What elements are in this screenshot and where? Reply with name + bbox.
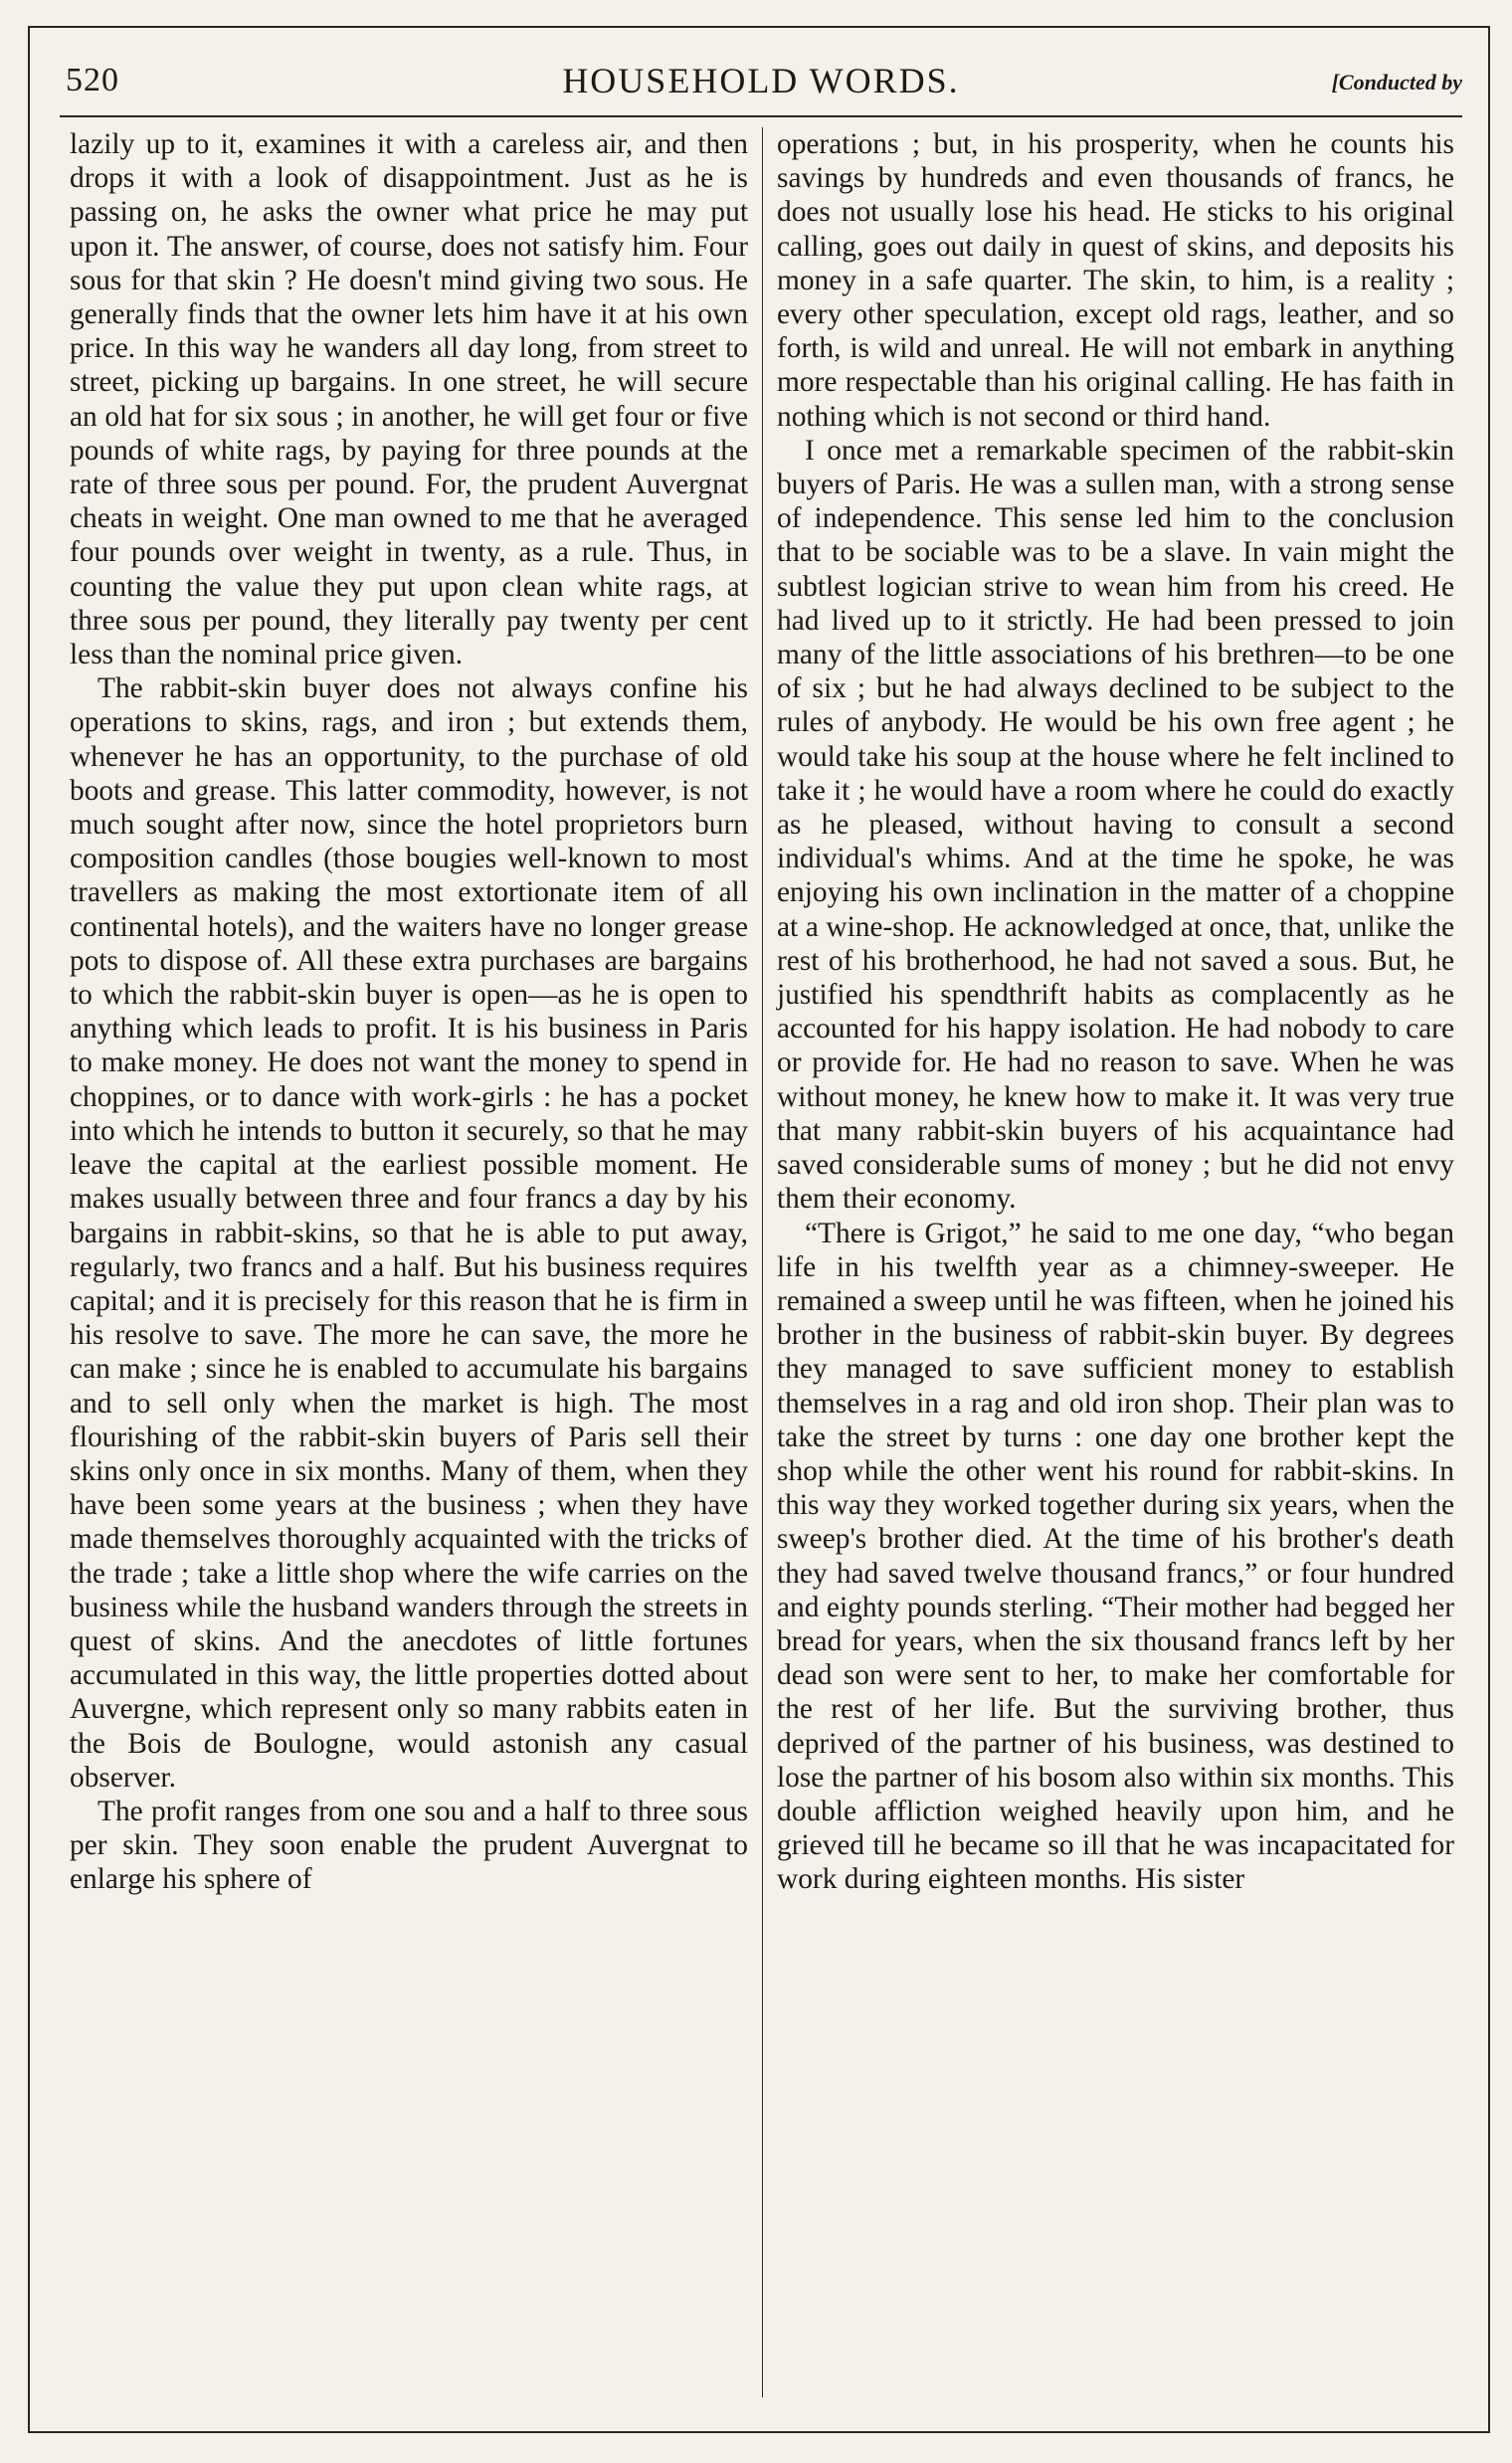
paragraph: The rabbit-skin buyer does not always confine his operations to skins, rags, and iron ; but extends them, whenever he has an opportunity, to the purchase of old boots and grease. This latter commodity, however, is not much sought after now, since the hotel proprietors burn composition candles (those bougies well-known to most travellers as making the most extortionate item of all continental hotels), and the waiters have no longer grease pots to dispose of. All these extra purchases are bargains to which the rabbit-skin buyer is open—as he is open to anything which leads to profit. It is his business in Paris to make money. He does not want the money to spend in choppines, or to dance with work-girls : he has a pocket into which he intends to button it securely, so that he may leave the capital at the earliest possible moment. He makes usually between three and four francs a day by his bargains in rabbit-skins, so that he is able to put away, regularly, two francs and a half. But his business requires capital; and it is precisely for this reason that he is firm in his resolve to save. The more he can save, the more he can make ; since he is enabled to accumulate his bargains and to sell only when the market is high. The most flourishing of the rabbit-skin buyers of Paris sell their skins only once in six months. Many of them, when they have been some years at the business ; when they have made themselves thoroughly acquainted with the tricks of the trade ; take a little shop where the wife carries on the business while the husband wanders through the streets in quest of skins. And the anecdotes of little fortunes accumulated in this way, the little properties dotted about Auvergne, which represent only so many rabbits eaten in the Bois de Boulogne, would astonish any casual observer. [70, 672, 748, 1794]
left-column [70, 127, 762, 2397]
right-column [762, 127, 1454, 2397]
paragraph: The profit ranges from one sou and a half to three sous per skin. They soon enable the prudent Auvergnat to enlarge his sphere of [70, 1795, 748, 1896]
running-header [60, 58, 1462, 117]
page-number: 520 [66, 62, 119, 98]
paragraph: “There is Grigot,” he said to me one day, “who began life in his twelfth year as a chimney-sweeper. He remained a sweep until he was fifteen, when he joined his brother in the business of rabbit-skin buyer. By degrees they managed to save sufficient money to establish themselves in a rag and old iron shop. Their plan was to take the street by turns : one day one brother kept the shop while the other went his round for rabbit-skins. In this way they worked together during six years, when the sweep's brother died. At the time of his brother's death they had saved twelve thousand francs,” or four hundred and eighty pounds sterling. “Their mother had begged her bread for years, when the six thousand francs left by her dead son were sent to her, to make her comfortable for the rest of her life. But the surviving brother, thus deprived of the partner of his business, was destined to lose the partner of his bosom also within six months. This double affliction weighed heavily upon him, and he grieved till he became so ill that he was incapacitated for work during eighteen months. His sister [777, 1217, 1454, 1896]
page-frame [28, 26, 1490, 2433]
conducted-by-note: [Conducted by [1331, 70, 1462, 95]
paragraph: I once met a remarkable specimen of the rabbit-skin buyers of Paris. He was a sullen man, with a strong sense of independence. This sense led him to the conclusion that to be sociable was to be a slave. In vain might the subtlest logician strive to wean him from his creed. He had lived up to it strictly. He had been pressed to join many of the little associations of his brethren—to be one of six ; but he had always declined to be subject to the rules of anybody. He would be his own free agent ; he would take his soup at the house where he felt inclined to take it ; he would have a room where he could do exactly as he pleased, without having to consult a second individual's whims. And at the time he spoke, he was enjoying his own inclination in the matter of a choppine at a wine-shop. He acknowledged at once, that, unlike the rest of his brotherhood, he had not saved a sous. But, he justified his spendthrift habits as complacently as he accounted for his happy isolation. He had nobody to care or provide for. He had no reason to save. When he was without money, he knew how to make it. It was very true that many rabbit-skin buyers of his acquaintance had saved considerable sums of money ; but he did not envy them their economy. [777, 434, 1454, 1216]
paragraph: lazily up to it, examines it with a careless air, and then drops it with a look of disappointment. Just as he is passing on, he asks the owner what price he may put upon it. The answer, of course, does not satisfy him. Four sous for that skin ? He doesn't mind giving two sous. He generally finds that the owner lets him have it at his own price. In this way he wanders all day long, from street to street, picking up bargains. In one street, he will secure an old hat for six sous ; in another, he will get four or five pounds of white rags, by paying for three pounds at the rate of three sous per pound. For, the prudent Auvergnat cheats in weight. One man owned to me that he averaged four pounds over weight in twenty, as a rule. Thus, in counting the value they put upon clean white rags, at three sous per pound, they literally pay twenty per cent less than the nominal price given. [70, 128, 748, 671]
text-columns [70, 127, 1454, 2397]
paragraph: operations ; but, in his prosperity, when he counts his savings by hundreds and even thousands of francs, he does not usually lose his head. He sticks to his original calling, goes out daily in quest of skins, and deposits his money in a safe quarter. The skin, to him, is a reality ; every other speculation, except old rags, leather, and so forth, is wild and unreal. He will not embark in anything more respectable than his original calling. He has faith in nothing which is not second or third hand. [777, 128, 1454, 433]
running-title: HOUSEHOLD WORDS. [562, 61, 960, 100]
